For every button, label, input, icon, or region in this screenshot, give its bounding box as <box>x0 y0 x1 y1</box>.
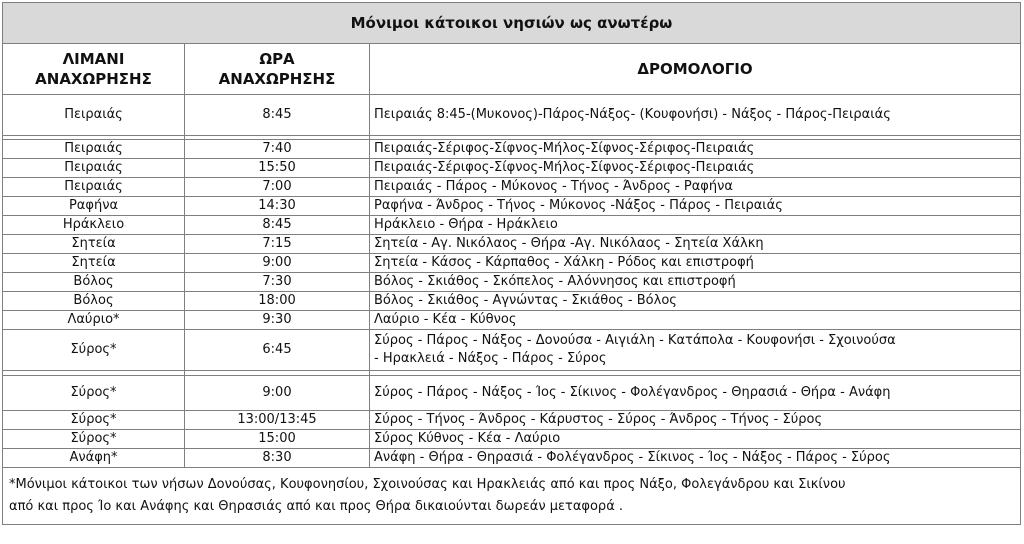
route-line: Πειραιάς - Πάρος - Μύκονος - Τήνος - Άνδρος - Ραφήνα <box>374 179 733 194</box>
departure-time-cell: 7:30 <box>185 273 370 292</box>
route-line: Πειραιάς-Σέριφος-Σίφνος-Μήλος-Σίφνος-Σέριφος-Πειραιάς <box>374 141 755 156</box>
header-route: ΔΡΟΜΟΛΟΓΙΟ <box>370 44 1021 95</box>
route-line: - Ηρακλειά - Νάξος - Πάρος - Σύρος <box>374 351 607 366</box>
departure-time-cell: 9:30 <box>185 311 370 330</box>
route-line: Πειραιάς 8:45-(Μυκονος)-Πάρος-Νάξος- (Κουφονήσι) - Νάξος - Πάρος-Πειραιάς <box>374 107 891 122</box>
table-row <box>3 254 1021 273</box>
departure-port-cell: Βόλος <box>3 273 185 292</box>
title-row <box>3 3 1021 44</box>
schedule-rows <box>3 95 1021 468</box>
route-cell <box>370 197 1021 216</box>
table-row <box>3 178 1021 197</box>
route-line: Σητεία - Κάσος - Κάρπαθος - Χάλκη - Ρόδος και επιστροφή <box>374 255 754 270</box>
route-line: Ανάφη - Θήρα - Θηρασιά - Φολέγανδρος - Σίκινος - Ίος - Νάξος - Πάρος - Σύρος <box>374 450 891 465</box>
route-line: Σύρος - Τήνος - Άνδρος - Κάρυστος - Σύρος - Άνδρος - Τήνος - Σύρος <box>374 412 823 427</box>
departure-time-cell: 9:00 <box>185 254 370 273</box>
route-line: Βόλος - Σκιάθος - Αγνώντας - Σκιάθος - Βόλος <box>374 293 677 308</box>
table-row <box>3 197 1021 216</box>
departure-port-cell: Σητεία <box>3 235 185 254</box>
table-row <box>3 330 1021 371</box>
header-port <box>3 44 185 95</box>
route-cell <box>370 330 1021 371</box>
route-cell <box>370 140 1021 159</box>
departure-time-cell: 8:30 <box>185 449 370 468</box>
route-cell <box>370 411 1021 430</box>
table-row <box>3 311 1021 330</box>
table-row <box>3 95 1021 136</box>
table-row <box>3 376 1021 411</box>
header-port-line-1: ΛΙΜΑΝΙ <box>62 50 125 68</box>
footnote-row <box>3 468 1021 525</box>
table-row <box>3 216 1021 235</box>
header-row <box>3 44 1021 95</box>
route-cell <box>370 254 1021 273</box>
departure-time-cell: 7:40 <box>185 140 370 159</box>
departure-time-cell: 8:45 <box>185 95 370 136</box>
header-time-line-1: ΩΡΑ <box>259 50 295 68</box>
table-row <box>3 411 1021 430</box>
header-time <box>185 44 370 95</box>
departure-time-cell: 7:00 <box>185 178 370 197</box>
departure-port-cell: Πειραιάς <box>3 159 185 178</box>
table-row <box>3 159 1021 178</box>
table-row <box>3 140 1021 159</box>
departure-time-cell: 7:15 <box>185 235 370 254</box>
route-line: Βόλος - Σκιάθος - Σκόπελος - Αλόννησος και επιστροφή <box>374 274 736 289</box>
route-cell <box>370 159 1021 178</box>
departure-port-cell: Πειραιάς <box>3 140 185 159</box>
route-line: Σύρος Κύθνος - Κέα - Λαύριο <box>374 431 561 446</box>
route-cell <box>370 95 1021 136</box>
route-cell <box>370 376 1021 411</box>
departure-time-cell: 15:50 <box>185 159 370 178</box>
departure-time-cell: 9:00 <box>185 376 370 411</box>
departure-port-cell: Σύρος* <box>3 411 185 430</box>
table-row <box>3 430 1021 449</box>
route-cell <box>370 235 1021 254</box>
route-line: Σύρος - Πάρος - Νάξος - Ίος - Σίκινος - Φολέγανδρος - Θηρασιά - Θήρα - Ανάφη <box>374 385 891 400</box>
footnote <box>3 468 1021 525</box>
departure-port-cell: Πειραιάς <box>3 178 185 197</box>
departure-time-cell: 6:45 <box>185 330 370 371</box>
departure-port-cell: Βόλος <box>3 292 185 311</box>
route-line: Πειραιάς-Σέριφος-Σίφνος-Μήλος-Σίφνος-Σέριφος-Πειραιάς <box>374 160 755 175</box>
departure-port-cell: Σητεία <box>3 254 185 273</box>
route-line: Σύρος - Πάρος - Νάξος - Δονούσα - Αιγιάλη - Κατάπολα - Κουφονήσι - Σχοινούσα <box>374 333 896 348</box>
departure-port-cell: Ηράκλειο <box>3 216 185 235</box>
departure-time-cell: 18:00 <box>185 292 370 311</box>
departure-port-cell: Πειραιάς <box>3 95 185 136</box>
departure-port-cell: Ραφήνα <box>3 197 185 216</box>
route-cell <box>370 292 1021 311</box>
route-line: Σητεία - Αγ. Νικόλαος - Θήρα -Αγ. Νικόλαος - Σητεία Χάλκη <box>374 236 764 251</box>
departure-time-cell: 14:30 <box>185 197 370 216</box>
departure-port-cell: Σύρος* <box>3 376 185 411</box>
departure-port-cell: Σύρος* <box>3 430 185 449</box>
table-row <box>3 292 1021 311</box>
table-title: Μόνιμοι κάτοικοι νησιών ως ανωτέρω <box>3 3 1021 44</box>
route-cell <box>370 178 1021 197</box>
route-cell <box>370 216 1021 235</box>
table-row <box>3 273 1021 292</box>
header-port-line-2: ΑΝΑΧΩΡΗΣΗΣ <box>35 70 152 88</box>
header-time-line-2: ΑΝΑΧΩΡΗΣΗΣ <box>218 70 336 88</box>
footnote-line-1: *Μόνιμοι κάτοικοι των νήσων Δονούσας, Κουφονησίου, Σχοινούσας και Ηρακλειάς από και προς Νάξο, Φολεγάνδρου και Σικίνου <box>9 477 846 492</box>
table-row <box>3 449 1021 468</box>
departure-port-cell: Λαύριο* <box>3 311 185 330</box>
schedule-table <box>2 2 1021 525</box>
departure-time-cell: 15:00 <box>185 430 370 449</box>
route-cell <box>370 449 1021 468</box>
departure-port-cell: Ανάφη* <box>3 449 185 468</box>
departure-port-cell: Σύρος* <box>3 330 185 371</box>
route-cell <box>370 430 1021 449</box>
route-line: Ηράκλειο - Θήρα - Ηράκλειο <box>374 217 558 232</box>
table-row <box>3 235 1021 254</box>
departure-time-cell: 13:00/13:45 <box>185 411 370 430</box>
route-line: Ραφήνα - Άνδρος - Τήνος - Μύκονος -Νάξος - Πάρος - Πειραιάς <box>374 198 783 213</box>
footnote-line-2: από και προς Ίο και Ανάφης και Θηρασιάς από και προς Θήρα δικαιούνται δωρεάν μεταφορά . <box>9 499 624 514</box>
departure-time-cell: 8:45 <box>185 216 370 235</box>
route-cell <box>370 311 1021 330</box>
route-cell <box>370 273 1021 292</box>
route-line: Λαύριο - Κέα - Κύθνος <box>374 312 517 327</box>
